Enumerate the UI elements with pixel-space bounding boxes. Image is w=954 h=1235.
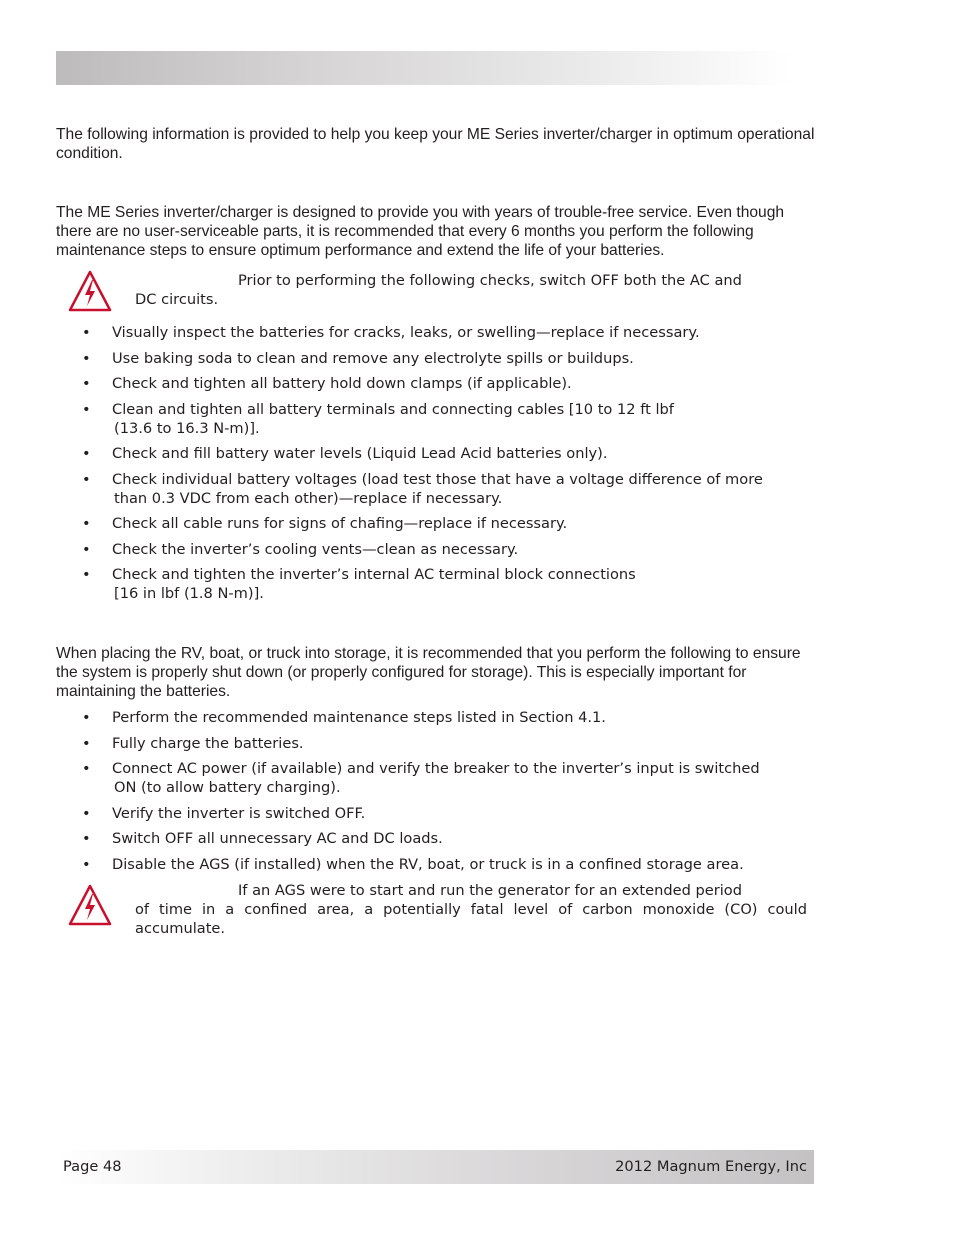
maintenance-steps-list bbox=[82, 323, 816, 610]
page-number: Page 48 bbox=[63, 1158, 122, 1175]
storage-intro-paragraph: When placing the RV, boat, or truck into storage, it is recommended that you perform the following to ensure the system is properly shut down (or properly configured for storage). This is especially important for maintaining the batteries. bbox=[56, 645, 801, 700]
warning-2-line1: If an AGS were to start and run the generator for an extended period bbox=[238, 882, 742, 899]
warning-2 bbox=[135, 881, 807, 938]
list-item: • Connect AC power (if available) and verify the breaker to the inverter’s input is switched ON (to allow battery charging). bbox=[82, 760, 760, 796]
list-item: • Check individual battery voltages (load test those that have a voltage difference of more than 0.3 VDC from each other)—replace if necessary. bbox=[82, 470, 763, 507]
header-bar bbox=[56, 51, 792, 85]
list-item: • Visually inspect the batteries for cracks, leaks, or swelling—replace if necessary. bbox=[82, 324, 700, 341]
electrical-hazard-icon bbox=[68, 884, 112, 926]
list-item: • Verify the inverter is switched OFF. bbox=[82, 804, 366, 822]
copyright: 2012 Magnum Energy, Inc bbox=[615, 1158, 807, 1175]
intro-paragraph: The following information is provided to help you keep your ME Series inverter/charger in optimum operational condition. bbox=[56, 126, 815, 162]
list-item: • Check and tighten the inverter’s internal AC terminal block connections [16 in lbf (1.8 N-m)]. bbox=[82, 566, 636, 602]
electrical-hazard-icon bbox=[68, 270, 112, 312]
list-item: • Switch OFF all unnecessary AC and DC loads. bbox=[82, 830, 443, 847]
list-item: • Clean and tighten all battery terminals and connecting cables [10 to 12 ft lbf (13.6 to 16.3 N-m)]. bbox=[82, 400, 674, 437]
storage-steps-list bbox=[82, 708, 816, 880]
list-item: • Check and fill battery water levels (Liquid Lead Acid batteries only). bbox=[82, 445, 608, 462]
list-item: • Use baking soda to clean and remove any electrolyte spills or buildups. bbox=[82, 349, 634, 367]
warning-1-line2: DC circuits. bbox=[135, 291, 219, 308]
list-item: • Fully charge the batteries. bbox=[82, 734, 304, 752]
list-item: • Check all cable runs for signs of chafing—replace if necessary. bbox=[82, 515, 568, 532]
warning-1 bbox=[135, 271, 807, 309]
list-item: • Disable the AGS (if installed) when the RV, boat, or truck is in a confined storage area. bbox=[82, 855, 744, 873]
warning-2-rest: of time in a confined area, a potentially fatal level of carbon monoxide (CO) could accumulate. bbox=[135, 901, 807, 937]
list-item: • Check and tighten all battery hold down clamps (if applicable). bbox=[82, 375, 572, 392]
warning-1-line1: Prior to performing the following checks, switch OFF both the AC and bbox=[238, 272, 742, 289]
list-item: • Perform the recommended maintenance steps listed in Section 4.1. bbox=[82, 709, 606, 726]
list-item: • Check the inverter’s cooling vents—clean as necessary. bbox=[82, 540, 519, 558]
maintenance-intro-paragraph: The ME Series inverter/charger is designed to provide you with years of trouble-free service. Even though there are no user-serviceable parts, it is recommended that every 6 months you perform the following maintenance steps to ensure optimum performance and extend the life of your batteries. bbox=[56, 204, 785, 259]
